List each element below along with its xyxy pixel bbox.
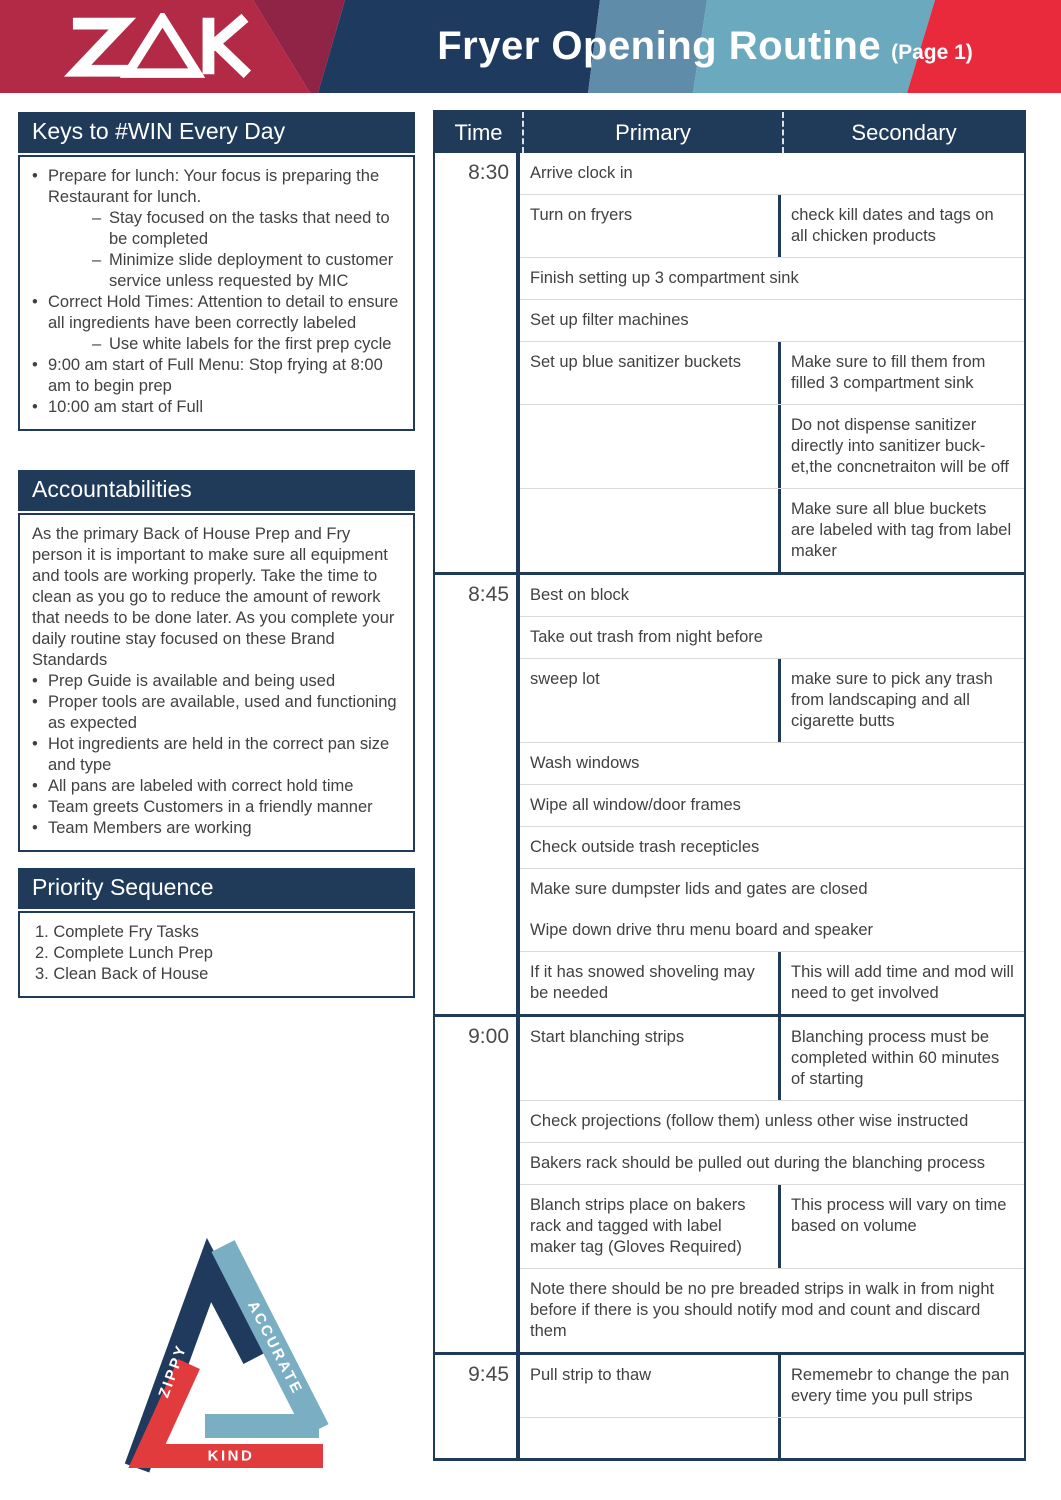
table-body [435,153,1024,1458]
zippy-label: ZIPPY [155,1341,191,1401]
table-row [520,299,1024,341]
time-cell [435,575,520,1014]
list-item [32,692,405,734]
secondary-cell: Rememebr to change the pan every time you pull strips [778,1355,1024,1417]
table-row [520,1142,1024,1184]
list-item [32,797,405,818]
dash-icon: – [92,251,102,269]
list-item-text: Team Members are working [48,819,252,837]
time-label: 8:45 [468,583,509,606]
table-row [520,868,1024,910]
column-header-time: Time [435,112,524,153]
table-row [520,194,1024,257]
primary-cell [520,489,778,572]
sub-list-item [32,250,405,292]
primary-cell: Set up blue sanitizer buckets [530,353,741,371]
list-item-text: Correct Hold Times: Attention to detail to ensure all ingredients have been correctly labeled [48,293,399,332]
primary-cell [520,405,778,488]
priority-item: 3. Clean Back of House [35,965,209,983]
table-row [520,826,1024,868]
primary-cell: Start blanching strips [530,1028,685,1046]
primary-cell: Blanch strips place on bakers rack and tagged with label maker tag (Gloves Required) [530,1196,746,1256]
bullet-icon: • [32,819,38,837]
sub-list-item [32,208,405,250]
list-item [32,397,405,418]
time-label: 9:45 [468,1363,509,1386]
primary-cell: Take out trash from night before [530,628,763,646]
time-section [435,1352,1024,1458]
primary-cell: If it has snowed shoveling may be needed [530,963,755,1002]
primary-cell: Pull strip to thaw [530,1366,652,1384]
table-row [520,910,1024,951]
time-section [435,572,1024,1014]
accountabilities-box-body [18,513,415,852]
sub-list-item-text: Use white labels for the first prep cycle [109,335,392,353]
primary-cell: Arrive clock in [530,164,633,182]
list-item [32,292,405,334]
table-row [520,1417,1024,1458]
dash-icon: – [92,209,102,227]
secondary-cell: Do not dispense sanitizer directly into sanitizer buck-et,the concnetraiton will be off [778,405,1024,488]
table-row [520,488,1024,572]
bullet-icon: • [32,798,38,816]
page-title: Fryer Opening Routine [437,24,882,68]
zak-logo [60,13,265,79]
list-item-text: 10:00 am start of Full [48,398,203,416]
primary-cell: Finish setting up 3 compartment sink [530,269,799,287]
list-item-text: Proper tools are available, used and functioning as expected [48,693,397,732]
triangle-logo-graphic [85,1230,345,1480]
time-cell [435,153,520,572]
page-number: (Page 1) [891,40,973,64]
table-row [520,575,1024,616]
sub-list-item-text: Minimize slide deployment to customer service unless requested by MIC [109,251,394,290]
bullet-icon: • [32,398,38,416]
accountabilities-box [18,470,415,852]
list-item [32,671,405,692]
primary-cell: Check outside trash recepticles [530,838,760,856]
priority-item: 2. Complete Lunch Prep [35,944,213,962]
bullet-icon: • [32,672,38,690]
list-item-text: Prepare for lunch: Your focus is preparing the Restaurant for lunch. [48,167,380,206]
secondary-cell [778,1418,1024,1458]
table-row [520,1100,1024,1142]
time-section [435,1014,1024,1352]
table-row [520,1017,1024,1100]
bullet-icon: • [32,167,38,185]
bullet-icon: • [32,356,38,374]
table-row [520,341,1024,404]
primary-cell: Check projections (follow them) unless other wise instructed [530,1112,969,1130]
primary-cell: Turn on fryers [530,206,633,224]
primary-cell: Best on block [530,586,630,604]
secondary-cell: Blanching process must be completed within 60 minutes of starting [778,1017,1024,1100]
kind-label: KIND [207,1447,255,1465]
accountabilities-intro: As the primary Back of House Prep and Fry person it is important to make sure all equipment and tools are working properly. Take the time to clean as you go to reduce the amount of rework that needs to be done later. As you complete your daily routine stay focused on these Brand Standards [32,525,395,669]
table-row [520,153,1024,194]
table-row [520,951,1024,1014]
column-header-primary: Primary [524,112,784,153]
primary-cell: Note there should be no pre breaded strips in walk in from night before if there is you should notify mod and count and discard them [530,1280,995,1340]
priority-item: 1. Complete Fry Tasks [35,923,199,941]
dash-icon: – [92,335,102,353]
keys-box [18,112,415,431]
list-item-text: Hot ingredients are held in the correct pan size and type [48,735,390,774]
primary-cell: Bakers rack should be pulled out during the blanching process [530,1154,985,1172]
section-rows [520,1017,1024,1352]
values-triangle-logo [85,1230,345,1480]
table-row [520,1355,1024,1417]
section-rows [520,153,1024,572]
time-label: 9:00 [468,1025,509,1048]
secondary-cell: Make sure all blue buckets are labeled with tag from label maker [778,489,1024,572]
page-header [0,0,1061,93]
secondary-cell: This will add time and mod will need to get involved [778,952,1024,1014]
list-item [32,734,405,776]
table-row [520,404,1024,488]
bullet-icon: • [32,777,38,795]
list-item-text: Prep Guide is available and being used [48,672,336,690]
accountabilities-bullets [32,671,405,839]
accountabilities-box-title: Accountabilities [18,470,415,511]
table-header-row [435,112,1024,153]
time-label: 8:30 [468,161,509,184]
keys-box-title: Keys to #WIN Every Day [18,112,415,153]
primary-cell: Wipe down drive thru menu board and speaker [530,921,874,939]
secondary-cell: check kill dates and tags on all chicken products [778,195,1024,257]
primary-cell [520,1418,778,1458]
accurate-label: ACCURATE [244,1298,306,1398]
table-row [520,616,1024,658]
section-rows [520,1355,1024,1458]
bullet-icon: • [32,735,38,753]
primary-cell: Make sure dumpster lids and gates are closed [530,880,868,898]
time-section [435,153,1024,572]
list-item [32,818,405,839]
table-row [520,742,1024,784]
time-cell [435,1355,520,1458]
primary-cell: sweep lot [530,670,600,688]
sub-list-item-text: Stay focused on the tasks that need to be completed [109,209,390,248]
list-item-text: All pans are labeled with correct hold time [48,777,354,795]
list-item [32,776,405,797]
bullet-icon: • [32,293,38,311]
table-row [520,658,1024,742]
table-row [520,257,1024,299]
secondary-cell: This process will vary on time based on volume [778,1185,1024,1268]
sub-list-item [32,334,405,355]
keys-box-body [18,155,415,431]
zak-logo-letters [60,13,265,79]
primary-cell: Set up filter machines [530,311,689,329]
section-rows [520,575,1024,1014]
priority-box-title: Priority Sequence [18,868,415,909]
secondary-cell: Make sure to fill them from filled 3 compartment sink [778,342,1024,404]
list-item-text: Team greets Customers in a friendly manner [48,798,373,816]
list-item [32,355,405,397]
priority-sequence-box [18,868,415,998]
time-cell [435,1017,520,1352]
title-area [395,0,1015,93]
column-header-secondary: Secondary [851,119,957,145]
list-item [32,166,405,208]
secondary-cell: make sure to pick any trash from landscaping and all cigarette butts [778,659,1024,742]
routine-table [433,110,1026,1461]
primary-cell: Wash windows [530,754,640,772]
bullet-icon: • [32,693,38,711]
table-row [520,1268,1024,1352]
list-item-text: 9:00 am start of Full Menu: Stop frying at 8:00 am to begin prep [48,356,383,395]
priority-box-body [18,911,415,998]
primary-cell: Wipe all window/door frames [530,796,741,814]
table-row [520,784,1024,826]
table-row [520,1184,1024,1268]
